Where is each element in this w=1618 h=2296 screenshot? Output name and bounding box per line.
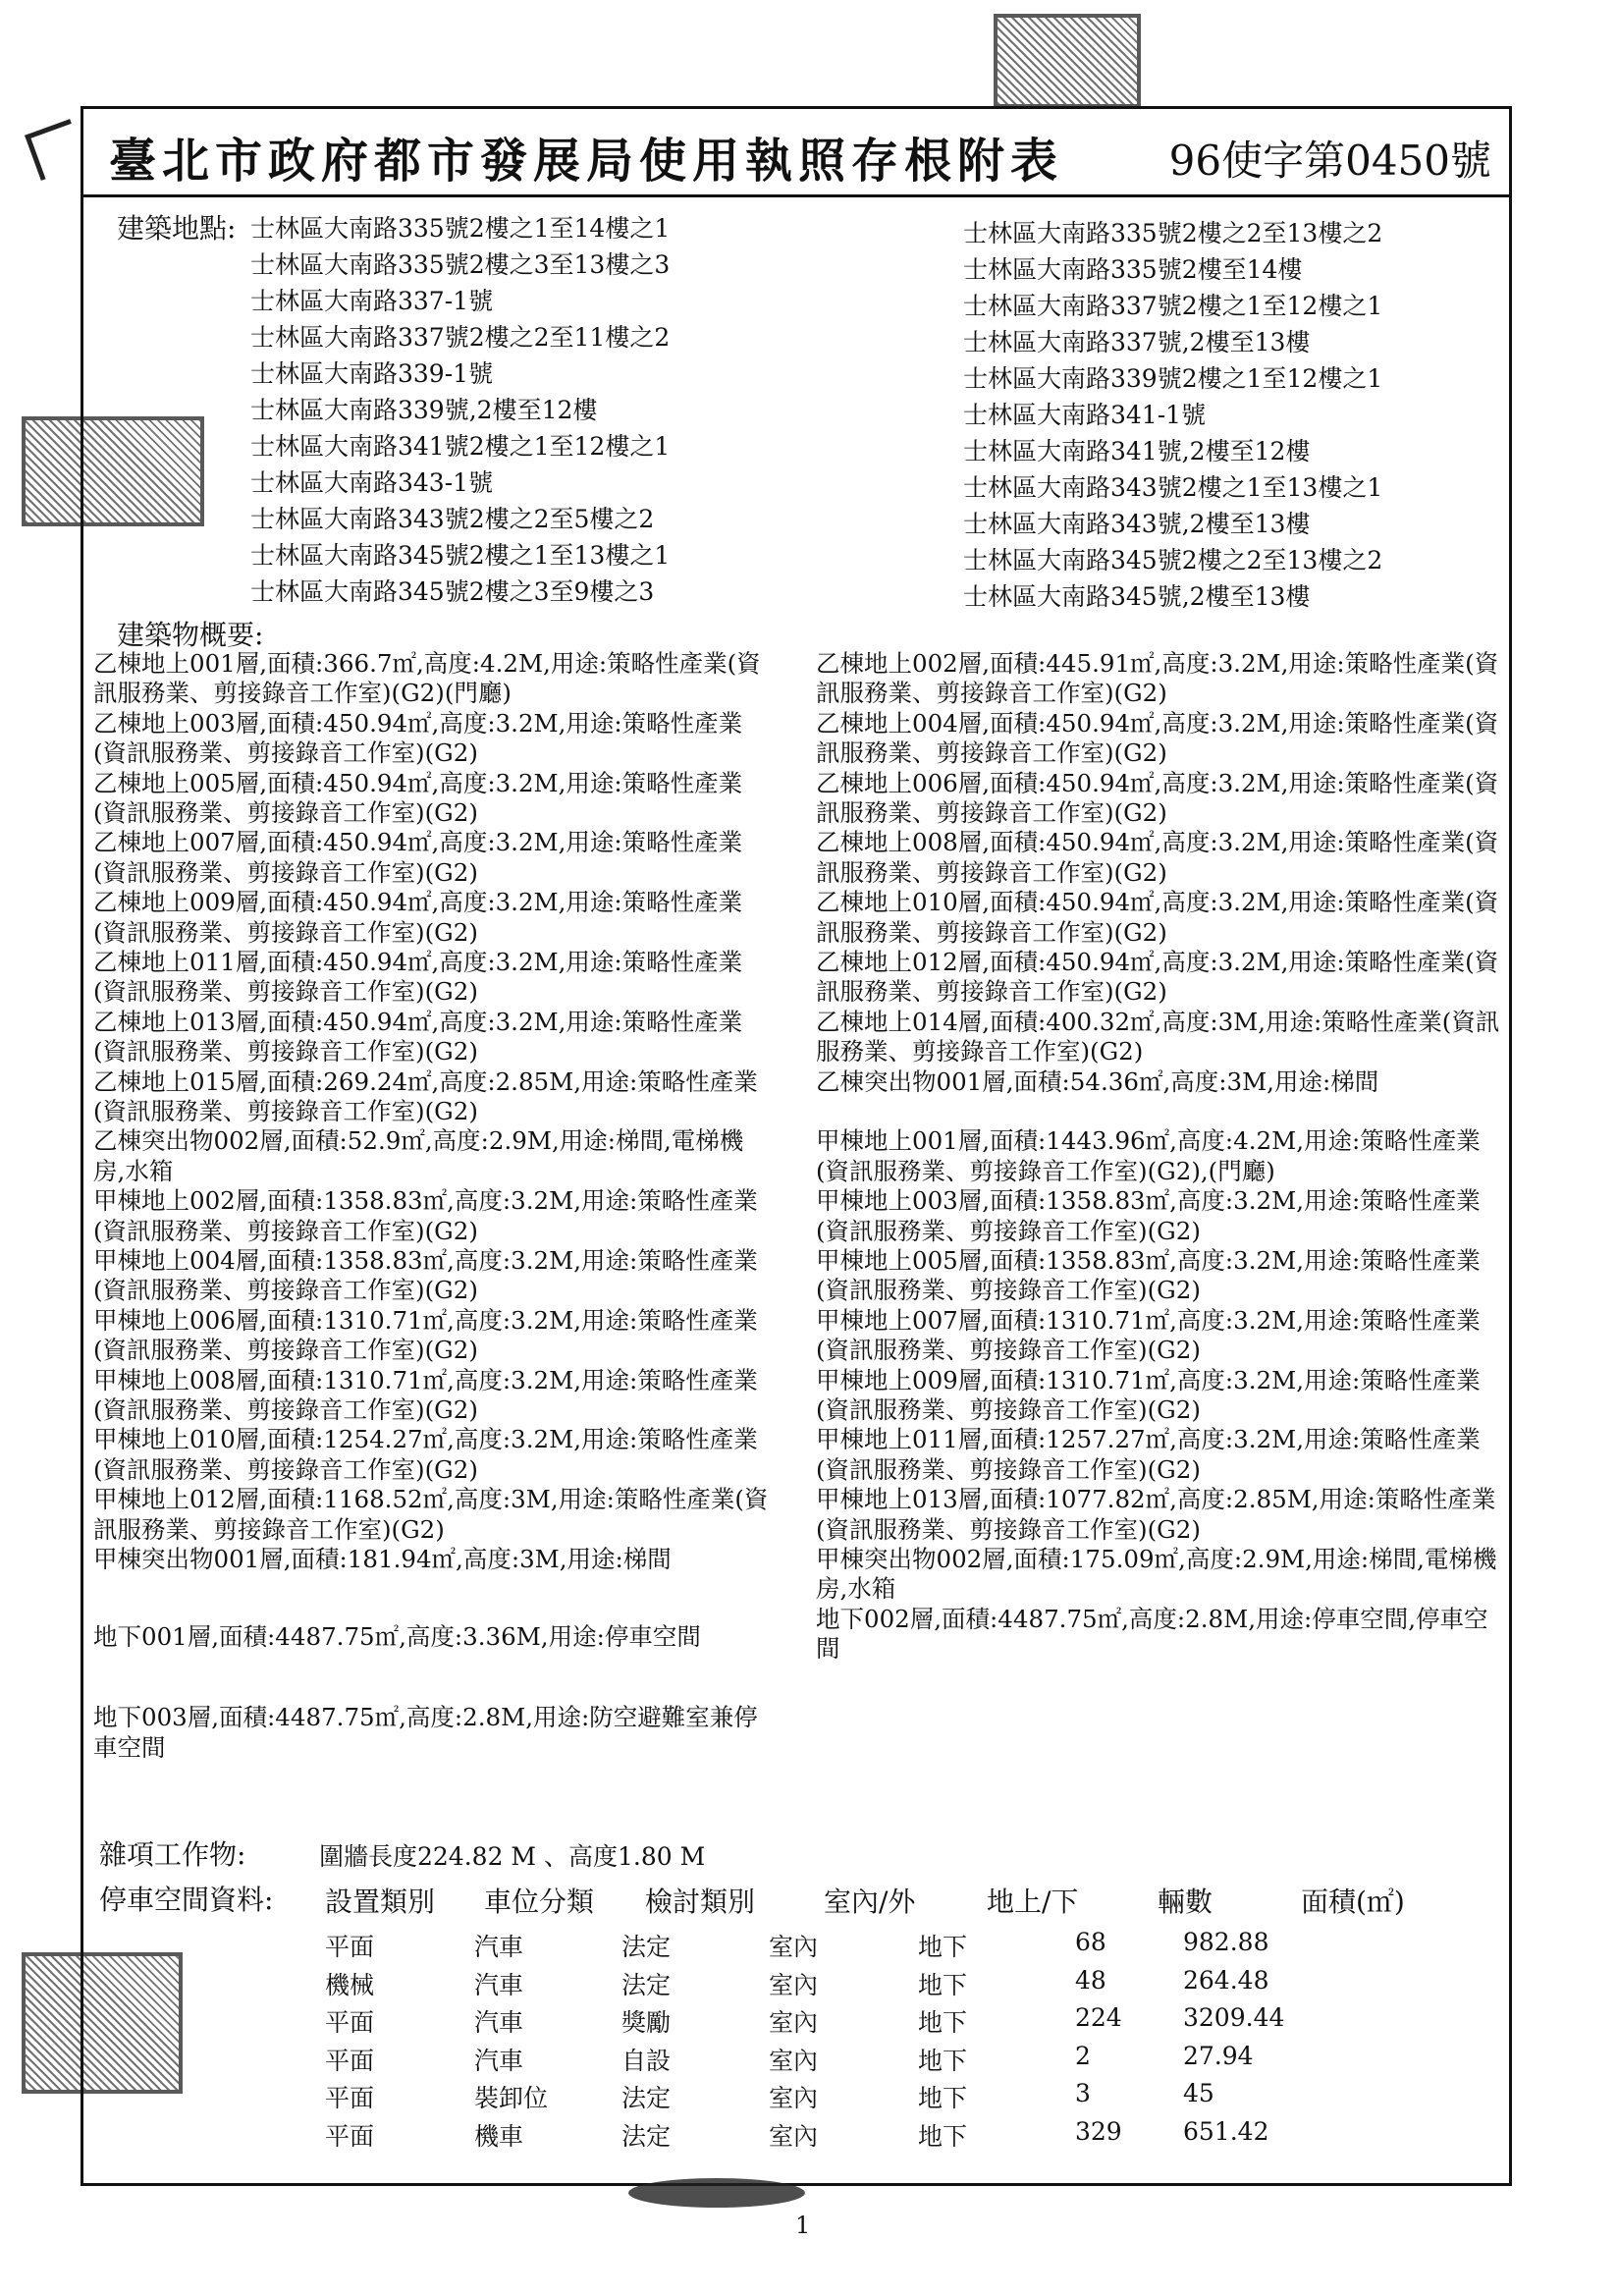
address-line: 士林區大南路335號2樓之2至13樓之2 [963, 219, 1383, 247]
parking-row [83, 2079, 1509, 2114]
cell-review-type: 自設 [621, 2046, 672, 2075]
address-line: 士林區大南路341-1號 [963, 401, 1207, 429]
building-entry: 乙棟地上008層,面積:450.94㎡,高度:3.2M,用途:策略性產業(資訊服務業、剪接錄音工作室)(G2) [816, 828, 1499, 887]
building-entry: 乙棟地上014層,面積:400.32㎡,高度:3M,用途:策略性產業(資訊服務業、剪接錄音工作室)(G2) [816, 1007, 1500, 1066]
cell-review-type: 法定 [621, 1933, 672, 1961]
address-line: 士林區大南路337號2樓之1至12樓之1 [963, 292, 1383, 320]
cell-area: 264.48 [1183, 1965, 1269, 1995]
corner-mark [25, 119, 86, 181]
page-number: 1 [795, 2212, 811, 2239]
address-line: 士林區大南路335號2樓至14樓 [963, 255, 1303, 284]
header-count: 輛數 [1158, 1886, 1214, 1918]
address-line: 士林區大南路337-1號 [250, 287, 494, 315]
cell-count: 329 [1075, 2116, 1122, 2146]
address-line: 士林區大南路341號2樓之1至12樓之1 [250, 432, 671, 461]
address-list-right [963, 215, 1382, 615]
building-entry: 甲棟地上005層,面積:1358.83㎡,高度:3.2M,用途:策略性產業(資訊服務業、剪接錄音工作室)(G2) [816, 1246, 1481, 1305]
building-entry: 地下003層,面積:4487.75㎡,高度:2.8M,用途:防空避難室兼停車空間 [93, 1703, 758, 1762]
cell-setting-type: 平面 [325, 2008, 375, 2037]
parking-row [83, 1928, 1509, 1963]
parking-label: 停車空間資料: [99, 1884, 274, 1916]
address-line: 士林區大南路335號2樓之3至13樓之3 [250, 250, 671, 279]
building-summary-label: 建築物概要: [117, 619, 264, 651]
cell-above-below: 地下 [918, 1970, 968, 1999]
building-entry: 甲棟地上001層,面積:1443.96㎡,高度:4.2M,用途:策略性產業(資訊服務業、剪接錄音工作室)(G2),(門廳) [816, 1126, 1481, 1185]
building-entry: 甲棟地上008層,面積:1310.71㎡,高度:3.2M,用途:策略性產業(資訊服務業、剪接錄音工作室)(G2) [93, 1365, 758, 1424]
address-line: 士林區大南路339-1號 [250, 359, 494, 388]
cell-area: 3209.44 [1183, 2003, 1285, 2032]
cell-space-class: 汽車 [474, 2008, 524, 2037]
address-line: 士林區大南路341號,2樓至12樓 [963, 437, 1311, 465]
address-line: 士林區大南路343-1號 [250, 468, 494, 497]
building-entry: 乙棟地上012層,面積:450.94㎡,高度:3.2M,用途:策略性產業(資訊服務業、剪接錄音工作室)(G2) [816, 948, 1499, 1007]
cell-setting-type: 平面 [325, 2084, 375, 2112]
cell-above-below: 地下 [918, 2046, 968, 2075]
cell-review-type: 法定 [621, 2121, 672, 2151]
address-line: 士林區大南路343號,2樓至13樓 [963, 510, 1311, 538]
building-entry: 乙棟地上004層,面積:450.94㎡,高度:3.2M,用途:策略性產業(資訊服務業、剪接錄音工作室)(G2) [816, 708, 1499, 768]
misc-works-value: 圍牆長度224.82 M 、高度1.80 M [319, 1842, 706, 1871]
parking-row [83, 1966, 1509, 2001]
address-label: 建築地點: [117, 212, 237, 245]
misc-works-label: 雜項工作物: [99, 1838, 246, 1871]
building-entry: 乙棟突出物002層,面積:52.9㎡,高度:2.9M,用途:梯間,電梯機房,水箱 [93, 1126, 744, 1185]
header-review-type: 檢討類別 [645, 1886, 756, 1918]
address-line: 士林區大南路343號2樓之2至5樓之2 [250, 505, 655, 533]
cell-setting-type: 平面 [325, 2121, 375, 2151]
cell-setting-type: 平面 [325, 2046, 375, 2075]
cell-count: 224 [1075, 2003, 1122, 2032]
header-space-class: 車位分類 [484, 1886, 595, 1918]
cell-count: 3 [1075, 2079, 1091, 2107]
building-entry: 甲棟地上009層,面積:1310.71㎡,高度:3.2M,用途:策略性產業(資訊服務業、剪接錄音工作室)(G2) [816, 1365, 1481, 1424]
cell-above-below: 地下 [918, 2121, 968, 2151]
cell-space-class: 汽車 [474, 1933, 524, 1961]
cell-area: 27.94 [1183, 2041, 1254, 2070]
building-entry: 甲棟地上007層,面積:1310.71㎡,高度:3.2M,用途:策略性產業(資訊服務業、剪接錄音工作室)(G2) [816, 1305, 1481, 1365]
cell-space-class: 裝卸位 [474, 2084, 549, 2112]
building-entry: 乙棟地上009層,面積:450.94㎡,高度:3.2M,用途:策略性產業(資訊服務業、剪接錄音工作室)(G2) [93, 888, 743, 947]
address-line: 士林區大南路337號2樓之2至11樓之2 [250, 323, 671, 352]
cell-review-type: 獎勵 [621, 2008, 672, 2037]
cell-above-below: 地下 [918, 1933, 968, 1961]
parking-row [83, 2117, 1509, 2153]
document-frame [81, 106, 1512, 2186]
permit-number: 96使字第0450號 [1168, 137, 1491, 185]
address-line: 士林區大南路339號2樓之1至12樓之1 [963, 364, 1383, 393]
address-list-left [250, 210, 670, 610]
building-entry: 乙棟地上006層,面積:450.94㎡,高度:3.2M,用途:策略性產業(資訊服務業、剪接錄音工作室)(G2) [816, 768, 1499, 827]
building-entry: 乙棟突出物001層,面積:54.36㎡,高度:3M,用途:梯間 [816, 1066, 1379, 1096]
cell-indoor-outdoor: 室內 [769, 2084, 819, 2112]
building-entry: 乙棟地上007層,面積:450.94㎡,高度:3.2M,用途:策略性產業(資訊服務業、剪接錄音工作室)(G2) [93, 828, 743, 887]
building-entry: 乙棟地上013層,面積:450.94㎡,高度:3.2M,用途:策略性產業(資訊服務業、剪接錄音工作室)(G2) [93, 1007, 743, 1066]
address-line: 士林區大南路345號,2樓至13樓 [963, 582, 1311, 611]
cell-space-class: 機車 [474, 2121, 524, 2151]
building-entry: 甲棟地上002層,面積:1358.83㎡,高度:3.2M,用途:策略性產業(資訊服務業、剪接錄音工作室)(G2) [93, 1186, 758, 1245]
cell-review-type: 法定 [621, 2084, 672, 2112]
building-entry: 甲棟地上003層,面積:1358.83㎡,高度:3.2M,用途:策略性產業(資訊服務業、剪接錄音工作室)(G2) [816, 1186, 1481, 1245]
cell-count: 2 [1075, 2041, 1091, 2070]
parking-row [83, 2042, 1509, 2077]
seal-stamp-top [994, 14, 1141, 108]
building-entry: 乙棟地上015層,面積:269.24㎡,高度:2.85M,用途:策略性產業(資訊服務業、剪接錄音工作室)(G2) [93, 1066, 758, 1125]
header-area: 面積(㎡) [1301, 1886, 1405, 1918]
cell-indoor-outdoor: 室內 [769, 2046, 819, 2075]
cell-above-below: 地下 [918, 2084, 968, 2112]
building-entry: 甲棟地上004層,面積:1358.83㎡,高度:3.2M,用途:策略性產業(資訊服務業、剪接錄音工作室)(G2) [93, 1246, 758, 1305]
building-entry: 甲棟地上011層,面積:1257.27㎡,高度:3.2M,用途:策略性產業(資訊服務業、剪接錄音工作室)(G2) [816, 1425, 1481, 1484]
building-entry: 乙棟地上005層,面積:450.94㎡,高度:3.2M,用途:策略性產業(資訊服務業、剪接錄音工作室)(G2) [93, 768, 743, 827]
building-entry: 甲棟地上012層,面積:1168.52㎡,高度:3M,用途:策略性產業(資訊服務業、剪接錄音工作室)(G2) [93, 1485, 769, 1544]
cell-count: 68 [1075, 1928, 1106, 1956]
cell-indoor-outdoor: 室內 [769, 1970, 819, 1999]
building-entry: 甲棟突出物002層,面積:175.09㎡,高度:2.9M,用途:梯間,電梯機房,水箱 [816, 1545, 1497, 1604]
cell-above-below: 地下 [918, 2008, 968, 2037]
building-entry: 甲棟突出物001層,面積:181.94㎡,高度:3M,用途:梯間 [93, 1545, 672, 1573]
building-entry: 地下002層,面積:4487.75㎡,高度:2.8M,用途:停車空間,停車空間 [816, 1604, 1488, 1664]
building-entry: 地下001層,面積:4487.75㎡,高度:3.36M,用途:停車空間 [93, 1622, 701, 1652]
cell-setting-type: 平面 [325, 1933, 375, 1961]
address-line: 士林區大南路345號2樓之3至9樓之3 [250, 577, 655, 606]
cell-space-class: 汽車 [474, 1970, 524, 1999]
cell-indoor-outdoor: 室內 [769, 2121, 819, 2151]
building-entry: 乙棟地上001層,面積:366.7㎡,高度:4.2M,用途:策略性產業(資訊服務業、剪接錄音工作室)(G2)(門廳) [93, 649, 761, 708]
building-entry: 甲棟地上013層,面積:1077.82㎡,高度:2.85M,用途:策略性產業(資訊服務業、剪接錄音工作室)(G2) [816, 1485, 1496, 1544]
building-entry: 乙棟地上003層,面積:450.94㎡,高度:3.2M,用途:策略性產業(資訊服務業、剪接錄音工作室)(G2) [93, 708, 743, 768]
header-above-below: 地上/下 [987, 1886, 1079, 1918]
page-stamp-mark [628, 2178, 805, 2208]
header-indoor-outdoor: 室內/外 [824, 1886, 916, 1918]
building-entry: 乙棟地上011層,面積:450.94㎡,高度:3.2M,用途:策略性產業(資訊服務業、剪接錄音工作室)(G2) [93, 948, 743, 1007]
cell-space-class: 汽車 [474, 2046, 524, 2075]
building-entry: 乙棟地上002層,面積:445.91㎡,高度:3.2M,用途:策略性產業(資訊服務業、剪接錄音工作室)(G2) [816, 649, 1499, 708]
address-line: 士林區大南路339號,2樓至12樓 [250, 396, 598, 424]
cell-area: 45 [1183, 2079, 1214, 2107]
cell-area: 982.88 [1183, 1928, 1269, 1956]
parking-row [83, 2003, 1509, 2039]
document-title: 臺北市政府都市發展局使用執照存根附表 [109, 134, 1064, 189]
title-row [83, 109, 1509, 197]
address-line: 士林區大南路345號2樓之2至13樓之2 [963, 546, 1383, 574]
address-line: 士林區大南路343號2樓之1至13樓之1 [963, 473, 1383, 502]
address-line: 士林區大南路345號2樓之1至13樓之1 [250, 541, 671, 570]
building-entry: 乙棟地上010層,面積:450.94㎡,高度:3.2M,用途:策略性產業(資訊服務業、剪接錄音工作室)(G2) [816, 888, 1499, 947]
building-entry: 甲棟地上010層,面積:1254.27㎡,高度:3.2M,用途:策略性產業(資訊服務業、剪接錄音工作室)(G2) [93, 1425, 758, 1484]
address-line: 士林區大南路337號,2樓至13樓 [963, 328, 1311, 356]
cell-area: 651.42 [1183, 2116, 1269, 2146]
cell-setting-type: 機械 [325, 1970, 375, 1999]
cell-indoor-outdoor: 室內 [769, 2008, 819, 2037]
cell-review-type: 法定 [621, 1970, 672, 1999]
address-line: 士林區大南路335號2樓之1至14樓之1 [250, 214, 671, 243]
cell-count: 48 [1075, 1965, 1106, 1995]
header-setting-type: 設置類別 [325, 1886, 436, 1918]
building-entry: 甲棟地上006層,面積:1310.71㎡,高度:3.2M,用途:策略性產業(資訊服務業、剪接錄音工作室)(G2) [93, 1305, 758, 1365]
cell-indoor-outdoor: 室內 [769, 1933, 819, 1961]
parking-table-header [83, 1881, 1509, 1920]
